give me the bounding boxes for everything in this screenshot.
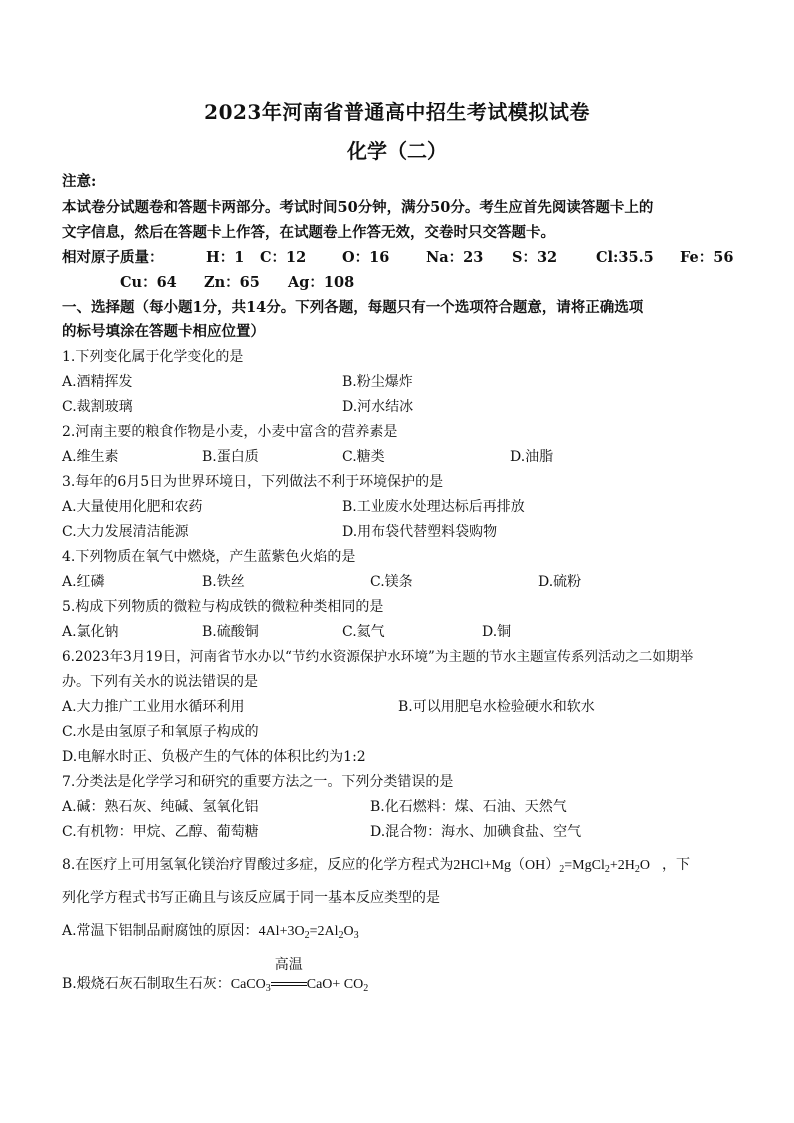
- mass-c: C：12: [260, 249, 307, 266]
- reaction-condition: 高温: [274, 957, 303, 973]
- question-4-option-d: D.硫粉: [538, 574, 582, 590]
- question-4-stem: 4.下列物质在氧气中燃烧，产生蓝紫色火焰的是: [62, 549, 356, 565]
- question-7-option-a: A.碱：熟石灰、纯碱、氢氧化铝: [62, 799, 259, 815]
- question-8-option-b-text: B.煅烧石灰石制取生石灰：: [62, 976, 231, 992]
- mass-cu: Cu：64: [120, 274, 177, 291]
- question-6-option-c: C.水是由氢原子和氧原子构成的: [62, 724, 259, 740]
- question-7-option-b: B.化石燃料：煤、石油、天然气: [370, 799, 567, 815]
- notice-label: 注意:: [62, 173, 97, 190]
- question-2-option-d: D.油脂: [510, 449, 554, 465]
- question-7-option-c: C.有机物：甲烷、乙醇、葡萄糖: [62, 824, 259, 840]
- question-8-option-a-equation: $4Al+3O_2=2Al_2O_3$: [258, 924, 359, 941]
- question-4-option-b: B.铁丝: [202, 574, 245, 590]
- question-5-option-c: C.氦气: [342, 624, 385, 640]
- question-5-option-b: B.硫酸铜: [202, 624, 259, 640]
- atomic-masses-label: 相对原子质量：: [62, 249, 164, 266]
- mass-zn: Zn：65: [204, 274, 260, 291]
- question-8-stem-tail: ，下: [661, 857, 690, 873]
- question-1-option-d: D.河水结冰: [342, 399, 414, 415]
- question-5-stem: 5.构成下列物质的微粒与构成铁的微粒种类相同的是: [62, 599, 384, 615]
- question-1-stem: 1.下列变化属于化学变化的是: [62, 349, 244, 365]
- section-1-header-line-1: 一、选择题（每小题1分，共14分。下列各题，每题只有一个选项符合题意，请将正确选项: [62, 299, 644, 316]
- question-7-option-d: D.混合物：海水、加碘食盐、空气: [370, 824, 582, 840]
- question-4-option-c: C.镁条: [370, 574, 413, 590]
- page-title: 2023年河南省普通高中招生考试模拟试卷: [204, 100, 590, 124]
- section-1-header-line-2: 的标号填涂在答题卡相应位置）: [62, 323, 265, 340]
- question-8-stem-text: 8.在医疗上可用氢氧化镁治疗胃酸过多症，反应的化学方程式为: [62, 857, 454, 873]
- mass-cl: Cl:35.5: [596, 249, 654, 266]
- question-3-option-b: B.工业废水处理达标后再排放: [342, 499, 525, 515]
- mass-h: H：1: [206, 249, 245, 266]
- question-8-option-b-equation: CaCO$_3$ 高温 $CaO+ CO_2$: [230, 957, 369, 994]
- question-8-stem-line-1: [62, 855, 690, 876]
- question-2-option-a: A.维生素: [62, 449, 119, 465]
- mass-na: Na：23: [426, 249, 484, 266]
- question-6-option-d: D.电解水时正、负极产生的气体的体积比约为1:2: [62, 749, 366, 765]
- question-6-option-a: A.大力推广工业用水循环利用: [62, 699, 245, 715]
- question-3-option-d: D.用布袋代替塑料袋购物: [342, 524, 498, 540]
- question-8-stem-line-2: 列化学方程式书写正确且与该反应属于同一基本反应类型的是: [62, 890, 440, 906]
- question-2-option-c: C.糖类: [342, 449, 385, 465]
- question-3-option-a: A.大量使用化肥和农药: [62, 499, 203, 515]
- notice-line-2: 文字信息，然后在答题卡上作答，在试题卷上作答无效，交卷时只交答题卡。: [62, 224, 555, 241]
- reaction-equation: $2HCl+Mg(OH)_2=MgCl_2+2H_2O$: [453, 858, 650, 875]
- atomic-masses-row-1: [62, 248, 734, 268]
- question-6-option-b: B.可以用肥皂水检验硬水和软水: [398, 699, 595, 715]
- notice-line-1: 本试卷分试题卷和答题卡两部分。考试时间50分钟，满分50分。考生应首先阅读答题卡上的: [62, 199, 654, 216]
- question-3-option-c: C.大力发展清洁能源: [62, 524, 189, 540]
- question-8-option-a: [62, 921, 359, 942]
- question-8-option-b: [62, 957, 369, 995]
- mass-o: O：16: [342, 249, 390, 266]
- mass-ag: Ag：108: [288, 274, 355, 291]
- page-subtitle: 化学（二）: [347, 139, 447, 163]
- question-3-stem: 3.每年的6月5日为世界环境日，下列做法不利于环境保护的是: [62, 474, 444, 490]
- question-8-option-a-text: A.常温下铝制品耐腐蚀的原因：: [62, 923, 259, 939]
- mass-fe: Fe：56: [680, 249, 734, 266]
- question-7-stem: 7.分类法是化学学习和研究的重要方法之一。下列分类错误的是: [62, 774, 454, 790]
- question-4-option-a: A.红磷: [62, 574, 105, 590]
- question-5-option-a: A.氯化钠: [62, 624, 119, 640]
- question-6-stem-line-1: 6.2023年3月19日，河南省节水办以“节约水资源保护水环境”为主题的节水主题宣传系列活动之二如期举: [62, 649, 694, 665]
- question-2-stem: 2.河南主要的粮食作物是小麦，小麦中富含的营养素是: [62, 424, 398, 440]
- question-1-option-b: B.粉尘爆炸: [342, 374, 413, 390]
- question-1-option-a: A.酒精挥发: [62, 374, 133, 390]
- question-1-option-c: C.裁割玻璃: [62, 399, 133, 415]
- question-5-option-d: D.铜: [482, 624, 512, 640]
- reaction-arrow: [271, 957, 307, 992]
- question-6-stem-line-2: 办。下列有关水的说法错误的是: [62, 674, 258, 690]
- question-2-option-b: B.蛋白质: [202, 449, 259, 465]
- mass-s: S：32: [512, 249, 558, 266]
